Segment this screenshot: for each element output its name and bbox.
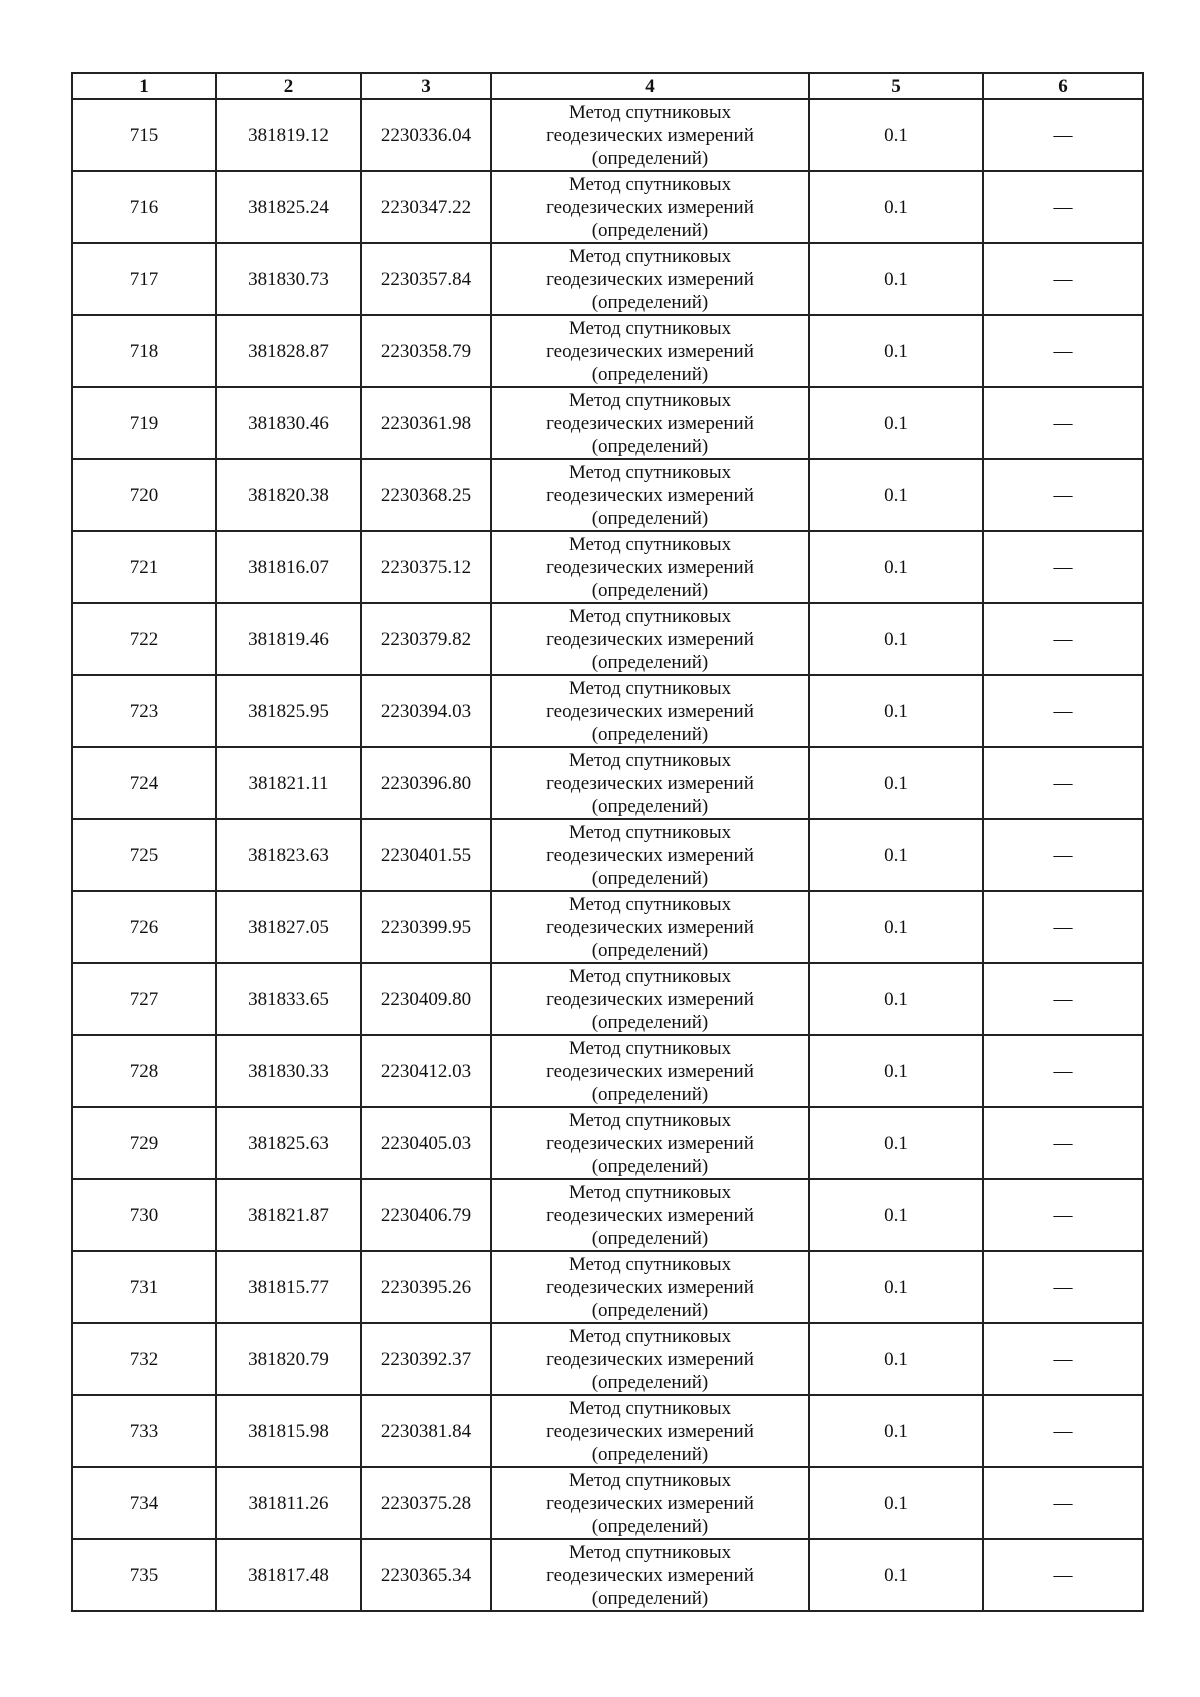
note-cell: — [983, 963, 1143, 1035]
method-cell [491, 1539, 809, 1611]
x-coordinate-cell: 381820.79 [216, 1323, 361, 1395]
table-row [72, 1395, 1143, 1467]
column-header-3: 3 [361, 73, 491, 99]
note-cell: — [983, 1539, 1143, 1611]
y-coordinate-cell: 2230368.25 [361, 459, 491, 531]
method-text: Метод спутниковых геодезических измерений (определений) [546, 893, 754, 961]
y-coordinate-cell: 2230381.84 [361, 1395, 491, 1467]
note-cell: — [983, 1035, 1143, 1107]
y-coordinate-cell: 2230395.26 [361, 1251, 491, 1323]
y-coordinate-cell: 2230379.82 [361, 603, 491, 675]
method-cell [491, 675, 809, 747]
table-row [72, 99, 1143, 171]
x-coordinate-cell: 381819.12 [216, 99, 361, 171]
accuracy-cell: 0.1 [809, 963, 983, 1035]
y-coordinate-cell: 2230409.80 [361, 963, 491, 1035]
y-coordinate-cell: 2230365.34 [361, 1539, 491, 1611]
method-text: Метод спутниковых геодезических измерений (определений) [546, 173, 754, 241]
table-row [72, 315, 1143, 387]
y-coordinate-cell: 2230392.37 [361, 1323, 491, 1395]
y-coordinate-cell: 2230336.04 [361, 99, 491, 171]
y-coordinate-cell: 2230412.03 [361, 1035, 491, 1107]
accuracy-cell: 0.1 [809, 675, 983, 747]
note-cell: — [983, 531, 1143, 603]
point-number-cell: 716 [72, 171, 216, 243]
method-text: Метод спутниковых геодезических измерений (определений) [546, 245, 754, 313]
method-text: Метод спутниковых геодезических измерений (определений) [546, 749, 754, 817]
note-cell: — [983, 459, 1143, 531]
table-row [72, 891, 1143, 963]
table-header [72, 73, 1143, 99]
point-number-cell: 721 [72, 531, 216, 603]
method-cell [491, 963, 809, 1035]
accuracy-cell: 0.1 [809, 531, 983, 603]
x-coordinate-cell: 381828.87 [216, 315, 361, 387]
x-coordinate-cell: 381811.26 [216, 1467, 361, 1539]
x-coordinate-cell: 381833.65 [216, 963, 361, 1035]
note-cell: — [983, 675, 1143, 747]
method-cell [491, 459, 809, 531]
table-row [72, 387, 1143, 459]
method-text: Метод спутниковых геодезических измерений (определений) [546, 1397, 754, 1465]
method-cell [491, 1251, 809, 1323]
accuracy-cell: 0.1 [809, 1539, 983, 1611]
point-number-cell: 729 [72, 1107, 216, 1179]
point-number-cell: 726 [72, 891, 216, 963]
y-coordinate-cell: 2230399.95 [361, 891, 491, 963]
point-number-cell: 734 [72, 1467, 216, 1539]
coordinates-table [71, 72, 1144, 1612]
y-coordinate-cell: 2230405.03 [361, 1107, 491, 1179]
method-text: Метод спутниковых геодезических измерений (определений) [546, 533, 754, 601]
point-number-cell: 717 [72, 243, 216, 315]
point-number-cell: 728 [72, 1035, 216, 1107]
point-number-cell: 720 [72, 459, 216, 531]
point-number-cell: 735 [72, 1539, 216, 1611]
method-cell [491, 315, 809, 387]
table-row [72, 171, 1143, 243]
point-number-cell: 731 [72, 1251, 216, 1323]
table-row [72, 819, 1143, 891]
note-cell: — [983, 243, 1143, 315]
accuracy-cell: 0.1 [809, 1035, 983, 1107]
point-number-cell: 724 [72, 747, 216, 819]
point-number-cell: 719 [72, 387, 216, 459]
method-text: Метод спутниковых геодезических измерений (определений) [546, 1469, 754, 1537]
accuracy-cell: 0.1 [809, 603, 983, 675]
method-cell [491, 531, 809, 603]
y-coordinate-cell: 2230401.55 [361, 819, 491, 891]
table-body [72, 99, 1143, 1611]
method-cell [491, 387, 809, 459]
accuracy-cell: 0.1 [809, 819, 983, 891]
table-row [72, 603, 1143, 675]
method-cell [491, 1179, 809, 1251]
y-coordinate-cell: 2230358.79 [361, 315, 491, 387]
note-cell: — [983, 171, 1143, 243]
x-coordinate-cell: 381827.05 [216, 891, 361, 963]
table-row [72, 747, 1143, 819]
note-cell: — [983, 819, 1143, 891]
table-row [72, 1107, 1143, 1179]
point-number-cell: 715 [72, 99, 216, 171]
x-coordinate-cell: 381820.38 [216, 459, 361, 531]
accuracy-cell: 0.1 [809, 1467, 983, 1539]
x-coordinate-cell: 381830.46 [216, 387, 361, 459]
table-row [72, 963, 1143, 1035]
table-row [72, 531, 1143, 603]
accuracy-cell: 0.1 [809, 1323, 983, 1395]
method-text: Метод спутниковых геодезических измерений (определений) [546, 677, 754, 745]
x-coordinate-cell: 381816.07 [216, 531, 361, 603]
y-coordinate-cell: 2230375.28 [361, 1467, 491, 1539]
y-coordinate-cell: 2230361.98 [361, 387, 491, 459]
method-text: Метод спутниковых геодезических измерений (определений) [546, 1541, 754, 1609]
header-row [72, 73, 1143, 99]
method-cell [491, 171, 809, 243]
accuracy-cell: 0.1 [809, 171, 983, 243]
method-cell [491, 1035, 809, 1107]
accuracy-cell: 0.1 [809, 315, 983, 387]
table-row [72, 243, 1143, 315]
x-coordinate-cell: 381815.77 [216, 1251, 361, 1323]
accuracy-cell: 0.1 [809, 99, 983, 171]
table-row [72, 1323, 1143, 1395]
method-cell [491, 603, 809, 675]
column-header-6: 6 [983, 73, 1143, 99]
note-cell: — [983, 1251, 1143, 1323]
method-text: Метод спутниковых геодезических измерений (определений) [546, 389, 754, 457]
x-coordinate-cell: 381825.24 [216, 171, 361, 243]
note-cell: — [983, 603, 1143, 675]
note-cell: — [983, 1179, 1143, 1251]
point-number-cell: 732 [72, 1323, 216, 1395]
method-text: Метод спутниковых геодезических измерений (определений) [546, 605, 754, 673]
note-cell: — [983, 1107, 1143, 1179]
point-number-cell: 718 [72, 315, 216, 387]
point-number-cell: 725 [72, 819, 216, 891]
table-row [72, 459, 1143, 531]
y-coordinate-cell: 2230347.22 [361, 171, 491, 243]
column-header-1: 1 [72, 73, 216, 99]
y-coordinate-cell: 2230406.79 [361, 1179, 491, 1251]
method-cell [491, 243, 809, 315]
method-cell [491, 891, 809, 963]
accuracy-cell: 0.1 [809, 387, 983, 459]
y-coordinate-cell: 2230396.80 [361, 747, 491, 819]
method-text: Метод спутниковых геодезических измерений (определений) [546, 821, 754, 889]
table-row [72, 675, 1143, 747]
x-coordinate-cell: 381819.46 [216, 603, 361, 675]
method-text: Метод спутниковых геодезических измерений (определений) [546, 965, 754, 1033]
note-cell: — [983, 1323, 1143, 1395]
method-cell [491, 1107, 809, 1179]
point-number-cell: 727 [72, 963, 216, 1035]
point-number-cell: 730 [72, 1179, 216, 1251]
note-cell: — [983, 747, 1143, 819]
note-cell: — [983, 315, 1143, 387]
note-cell: — [983, 387, 1143, 459]
accuracy-cell: 0.1 [809, 747, 983, 819]
x-coordinate-cell: 381821.87 [216, 1179, 361, 1251]
table-row [72, 1179, 1143, 1251]
method-text: Метод спутниковых геодезических измерений (определений) [546, 1181, 754, 1249]
accuracy-cell: 0.1 [809, 1395, 983, 1467]
y-coordinate-cell: 2230394.03 [361, 675, 491, 747]
note-cell: — [983, 1467, 1143, 1539]
method-text: Метод спутниковых геодезических измерений (определений) [546, 101, 754, 169]
method-cell [491, 99, 809, 171]
x-coordinate-cell: 381815.98 [216, 1395, 361, 1467]
x-coordinate-cell: 381830.73 [216, 243, 361, 315]
note-cell: — [983, 1395, 1143, 1467]
x-coordinate-cell: 381823.63 [216, 819, 361, 891]
method-cell [491, 747, 809, 819]
method-cell [491, 1395, 809, 1467]
table-row [72, 1467, 1143, 1539]
method-cell [491, 819, 809, 891]
column-header-5: 5 [809, 73, 983, 99]
table-row [72, 1035, 1143, 1107]
method-text: Метод спутниковых геодезических измерений (определений) [546, 1325, 754, 1393]
method-text: Метод спутниковых геодезических измерений (определений) [546, 461, 754, 529]
method-text: Метод спутниковых геодезических измерений (определений) [546, 1109, 754, 1177]
x-coordinate-cell: 381821.11 [216, 747, 361, 819]
table-row [72, 1539, 1143, 1611]
method-text: Метод спутниковых геодезических измерений (определений) [546, 1037, 754, 1105]
x-coordinate-cell: 381817.48 [216, 1539, 361, 1611]
y-coordinate-cell: 2230357.84 [361, 243, 491, 315]
accuracy-cell: 0.1 [809, 1179, 983, 1251]
accuracy-cell: 0.1 [809, 1107, 983, 1179]
table-row [72, 1251, 1143, 1323]
accuracy-cell: 0.1 [809, 891, 983, 963]
note-cell: — [983, 891, 1143, 963]
method-cell [491, 1467, 809, 1539]
accuracy-cell: 0.1 [809, 1251, 983, 1323]
method-cell [491, 1323, 809, 1395]
accuracy-cell: 0.1 [809, 243, 983, 315]
note-cell: — [983, 99, 1143, 171]
accuracy-cell: 0.1 [809, 459, 983, 531]
method-text: Метод спутниковых геодезических измерений (определений) [546, 317, 754, 385]
point-number-cell: 733 [72, 1395, 216, 1467]
x-coordinate-cell: 381825.63 [216, 1107, 361, 1179]
x-coordinate-cell: 381830.33 [216, 1035, 361, 1107]
point-number-cell: 722 [72, 603, 216, 675]
x-coordinate-cell: 381825.95 [216, 675, 361, 747]
column-header-4: 4 [491, 73, 809, 99]
column-header-2: 2 [216, 73, 361, 99]
point-number-cell: 723 [72, 675, 216, 747]
method-text: Метод спутниковых геодезических измерений (определений) [546, 1253, 754, 1321]
y-coordinate-cell: 2230375.12 [361, 531, 491, 603]
